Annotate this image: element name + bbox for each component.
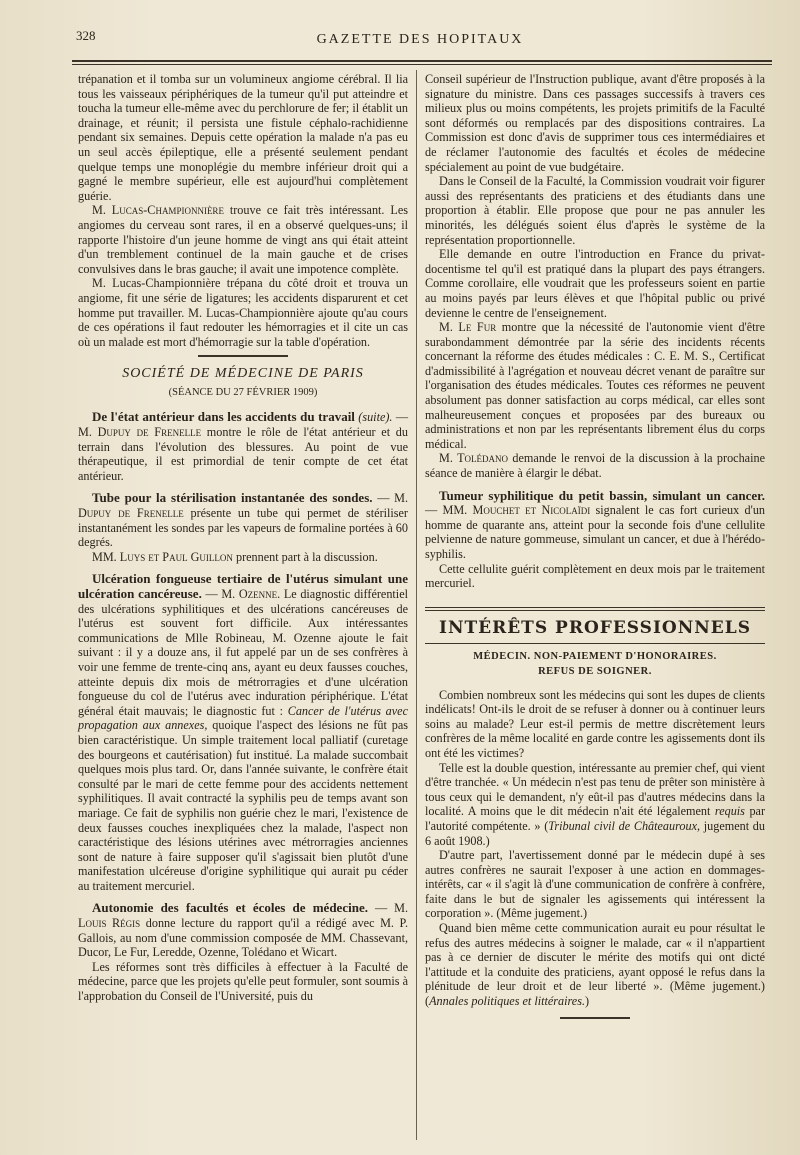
- page-header: [70, 26, 770, 56]
- paragraph: [78, 203, 408, 276]
- section-rule: [425, 610, 765, 611]
- paragraph: Ulcération fongueuse tertiaire de l'utérus simulant une ulcération cancéreuse. — M. Ozenne. Le diagnostic différentiel des ulcérations syphilitiques et des ulcérations cancéreuses de l'utérus est souvent fort difficile. Aux intéressantes communications de Mlle Robineau, M. Ozenne ajoute le fait suivant : il y a douze ans, il fut appelé par un de ses confrères à voir une femme de trente-cinq ans, ayant eu deux fausses couches, atteinte depuis dix mois de métrorragies et d'une ulcération fongueuse du col de l'utérus avec induration périphérique. L'état général était mauvais; le diagnostic fut : Cancer de l'utérus avec propagation aux annexes, quoique l'aspect des lésions ne fût pas bien caractéristique. Un simple traitement local palliatif (curetage des bourgeons et cautérisation) fut institué. La malade succombait quelques mois plus tard. Or, dans l'année suivante, le confrère était consulté par le mari de cette femme pour des accidents nettement syphilitiques. Il avait contracté la syphilis peu de temps avant son mariage. Ce fait de syphilis non guérie chez le mari, l'existence de deux fausses couches inexpliquées chez la malade, l'aspect non caractéristique des lésions utérines avec métrorragies anciennes sont de nature à faire supposer qu'il s'agissait bien plutôt d'une manifestation ulcéreuse d'origine syphilitique qui aurait pu céder au traitement mercuriel.: [78, 571, 409, 893]
- section-rule: [425, 607, 765, 608]
- paragraph: Elle demande en outre l'introduction en France du privat-docentisme tel qu'il est pratiqué dans la plupart des pays étrangers. Comme corollaire, elle voudrait que les professeurs soient en partie au moins payés par leurs élèves et que l'hôpital public ou privé devienne le centre de l'enseignement.: [425, 247, 765, 320]
- paragraph: Dans le Conseil de la Faculté, la Commission voudrait voir figurer aussi des représentants des praticiens et des étudiants dans une proportion à établir. Elle propose que pour ne pas annuler les minorités, les délégués soient élus d'après le système de la représentation proportionnelle.: [425, 174, 765, 247]
- speaker-name: M. Tolédano: [439, 451, 509, 466]
- speaker-name: M. Louis Régis: [78, 901, 409, 931]
- speaker-name: M. Dupuy de Frenelle: [78, 491, 408, 521]
- paragraph-text: prennent part à la discussion.: [232, 549, 378, 564]
- paragraph-text: montre le rôle de l'état antérieur et du terrain dans l'évolution des blessures. Au point de vue thérapeutique, il est primordial de tenir compte de cet état antérieur.: [78, 425, 408, 483]
- paragraph-text: montre que la nécessité de l'autonomie vient d'être surabondamment démontrée par la série des incidents récents concernant la réforme des études médicales : C. E. M. S., Certificat d'admissibilité à l'agrégation et nouveau décret venant de paraître sur l'organisation des études médicales. Toutes ces réformes ne peuvent absolument pas donner satisfaction au corps médical, car elles sont malheureusement conçues et proposées par des bureaux ou administrations et non par les représentants librement élus du corps médical.: [425, 320, 765, 451]
- paragraph: [425, 451, 765, 480]
- subhead-line: MÉDECIN. NON-PAIEMENT D'HONORAIRES.: [473, 651, 717, 663]
- speaker-name: M. Lucas-Championnière: [92, 203, 224, 218]
- paragraph-text: présente un tube qui permet de stériliser instantanément les sondes par les vapeurs de formaline portées à 60 degrés.: [78, 506, 408, 550]
- paragraph: [78, 550, 408, 565]
- paragraph: D'autre part, l'avertissement donné par le médecin dupé à ses autres confrères ne saurait l'exposer à une action en dommages-intérêts, car « il s'agit là d'une communication de confrère à confrère, faite dans le but de signaler les agissements qui intéressent la corporation ». (Même jugement.): [425, 848, 765, 921]
- paragraph: Cette cellulite guérit complètement en deux mois par le traitement mercuriel.: [425, 561, 765, 591]
- rubric-title: Tumeur syphilitique du petit bassin, simulant un cancer.: [439, 487, 765, 503]
- right-column: [425, 72, 765, 1019]
- left-column: [78, 72, 408, 1004]
- article-subhead: [425, 650, 765, 679]
- paragraph-text: signalent le cas fort curieux d'un homme de quarante ans, atteint pour la seconde fois d'une cellulite pelvienne de nature gommeuse, simulant un cancer, et due à l'hérédo-syphilis.: [425, 503, 766, 561]
- header-rule-thin: [72, 64, 772, 65]
- paragraph-text: Telle est la double question, intéressante au premier chef, qui vient d'être tranchée. « Un médecin n'est pas tenu de prêter son ministère à tous ceux qui le demandent, n'y eût-il pas d'autres médecins dans la localité. A moins que le dit médecin n'ait été légalement: [425, 760, 765, 819]
- source-citation: Annales politiques et littéraires.: [429, 994, 586, 1009]
- rubric-title: Ulcération fongueuse tertiaire de l'utérus simulant une ulcération cancéreuse.: [78, 571, 408, 601]
- page-number: 328: [76, 28, 96, 43]
- journal-title: GAZETTE DES HOPITAUX: [316, 32, 524, 47]
- paragraph-text: jugement du 6 août 1908.): [425, 818, 765, 848]
- paragraph: Les réformes sont très difficiles à effectuer à la Faculté de médecine, parce que les projets qu'elle peut formuler, sont soumis à l'approbation du Conseil de l'Université, puis du: [78, 959, 408, 1004]
- section-separator: [198, 355, 288, 357]
- paragraph-text: Le diagnostic différentiel des ulcérations syphilitiques et des ulcérations cancéreuses de l'utérus est souvent fort difficile. Aux intéressantes communications de Mlle Robineau, M. Ozenne ajoute le fait suivant : il y a douze ans, il fut appelé par un de ses confrères à voir une femme de trente-cinq ans, ayant eu deux fausses couches, atteinte depuis dix mois de métrorragies et d'une ulcération fongueuse du col de l'utérus avec induration périphérique. L'état général était mauvais; le diagnostic fut :: [78, 587, 408, 718]
- paragraph: trépanation et il tomba sur un volumineux angiome cérébral. Il lia tous les vaisseaux périphériques de la tumeur qu'il put atteindre et toucha la tumeur elle-même avec du perchlorure de fer; il établit un drainage, et réunit; il persista une fistule céphalo-rachidienne pendant six semaines. Depuis cette opération la malade n'a pas eu un seul accès épileptique, elle a présenté seulement pendant quelque temps une monoplégie du membre inférieur droit qui a gagné le membre supérieur, elle est aujourd'hui complètement guérie.: [78, 72, 408, 203]
- society-title: SOCIÉTÉ DE MÉDECINE DE PARIS: [122, 366, 364, 382]
- court-citation: Tribunal civil de Châteauroux,: [548, 818, 701, 833]
- speaker-name: MM. Luys et Paul Guillon: [92, 549, 233, 564]
- paragraph-text: ): [585, 994, 590, 1009]
- paragraph-text: quoique l'aspect des lésions ne fût pas bien caractéristique. Un simple traitement local palliatif (curetage des bourgeons et cautérisation) fut institué. La malade succombait quelques mois plus tard. Or, dans l'année suivante, le confrère était consulté par le mari de cette femme pour des accidents nettement syphilitiques. Il avait contracté la syphilis peu de temps avant son mariage. Ce fait de syphilis non guérie chez le mari, l'existence de deux fausses couches inexpliquées chez la malade, l'aspect non caractéristique des lésions utérines avec métrorragies anciennes sont de nature à faire supposer qu'il s'agissait bien plutôt d'une manifestation ulcéreuse d'origine syphilitique qui aurait pu céder au traitement mercuriel.: [78, 718, 408, 893]
- spacer: [425, 591, 765, 605]
- rubric-suite: (suite).: [358, 410, 393, 425]
- paragraph: Autonomie des facultés et écoles de médecine. — M. Louis Régis donne lecture du rapport qu'il a rédigé avec M. P. Gallois, au nom d'une commission composée de MM. Chassevant, Ducor, Le Fur, Leredde, Ozenne, Tolédano et Wicart.: [78, 900, 409, 960]
- paragraph-text: Quand bien même cette communication aurait eu pour résultat le refus des autres médecins à soigner le malade, car « il n'appartient pas à ce dernier de discuter le mérite des motifs qui ont dicté l'attitude et la conduite des praticiens, ayant opposé le refus dans la plénitude de leur droit et de leur liberté ». (Même jugement.) (: [425, 921, 765, 1009]
- paragraph-text: donne lecture du rapport qu'il a rédigé avec M. P. Gallois, au nom d'une commission composée de MM. Chassevant, Ducor, Le Fur, Leredde, Ozenne, Tolédano et Wicart.: [78, 916, 409, 960]
- rubric-title: Tube pour la stérilisation instantanée des sondes.: [92, 490, 373, 506]
- end-ornament: [560, 1017, 630, 1019]
- speaker-name: M. Le Fur: [439, 320, 497, 335]
- session-date: (SÉANCE DU 27 FÉVRIER 1909): [168, 386, 318, 398]
- paragraph: Combien nombreux sont les médecins qui sont les dupes de clients indélicats! Ont-ils le droit de se refuser à donner ou à continuer leurs soins au malade? Leur est-il permis de mettre discrètement leurs confrères de la même localité en garde contre les agissements dont ils ont été les victimes?: [425, 687, 765, 760]
- italic-term: requis: [714, 804, 745, 819]
- paragraph: [425, 921, 765, 1009]
- column-divider: [416, 70, 417, 1140]
- section-rule: [425, 643, 765, 644]
- paragraph-text: demande le renvoi de la discussion à la prochaine séance de manière à élargir le débat.: [425, 451, 765, 481]
- paragraph: Conseil supérieur de l'Instruction publique, avant d'être proposés à la signature du ministre. Dans ces passages successifs à travers ces milieux plus ou moins compétents, les projets primitifs de la Faculté sont déformés ou remplacés par des dispositions contraires. La Commission est donc d'avis de supprimer tous ces intermédiaires et de réclamer l'autonomie des facultés et écoles de médecine spécialement au point de vue budgétaire.: [425, 72, 765, 174]
- paragraph-text: trouve ce fait très intéressant. Les angiomes du cerveau sont rares, il en a observé quelques-uns; il rapporte l'histoire d'un jeune homme de vingt ans qui était atteint d'un tremblement continuel de la main gauche et de crises convulsives dans le bras gauche; il avait une impotence complète.: [78, 203, 408, 276]
- rubric-title: Autonomie des facultés et écoles de médecine.: [92, 900, 368, 916]
- speaker-name: M. Ozenne.: [221, 587, 281, 601]
- paragraph-text: par l'autorité compétente. » (: [425, 804, 766, 833]
- rubric-title: De l'état antérieur dans les accidents du travail: [92, 409, 355, 425]
- subhead-line: REFUS DE SOIGNER.: [538, 665, 652, 677]
- diagnosis-italic: Cancer de l'utérus avec propagation aux annexes,: [78, 703, 409, 733]
- speaker-name: MM. Mouchet et Nicolaïdi: [442, 503, 591, 518]
- section-title: INTÉRÊTS PROFESSIONNELS: [439, 617, 751, 638]
- paragraph: Tumeur syphilitique du petit bassin, simulant un cancer. — MM. Mouchet et Nicolaïdi signalent le cas fort curieux d'un homme de quarante ans, atteint pour la seconde fois d'une cellulite pelvienne de nature gommeuse, simulant un cancer, et due à l'hérédo-syphilis.: [425, 487, 766, 561]
- header-rule: [72, 60, 772, 62]
- paragraph: Tube pour la stérilisation instantanée des sondes. — M. Dupuy de Frenelle présente un tube qui permet de stériliser instantanément les sondes par les vapeurs de formaline portées à 60 degrés.: [78, 490, 408, 550]
- paragraph: [425, 320, 765, 451]
- speaker-name: M. Dupuy de Frenelle: [78, 425, 202, 440]
- paragraph: M. Lucas-Championnière trépana du côté droit et trouva un angiome, fit une série de ligatures; les accidents disparurent et cet homme put travailler. M. Lucas-Championnière ajoute qu'au cours de ces opérations il faut redouter les hémorragies et il cite un cas où un malade est mort d'hémorragie sur la table d'opération.: [78, 276, 408, 349]
- paragraph: [425, 761, 765, 849]
- paragraph: De l'état antérieur dans les accidents du travail (suite). — M. Dupuy de Frenelle montre le rôle de l'état antérieur et du terrain dans l'évolution des blessures. Au point de vue thérapeutique, il est primordial de tenir compte de cet état antérieur.: [78, 409, 409, 483]
